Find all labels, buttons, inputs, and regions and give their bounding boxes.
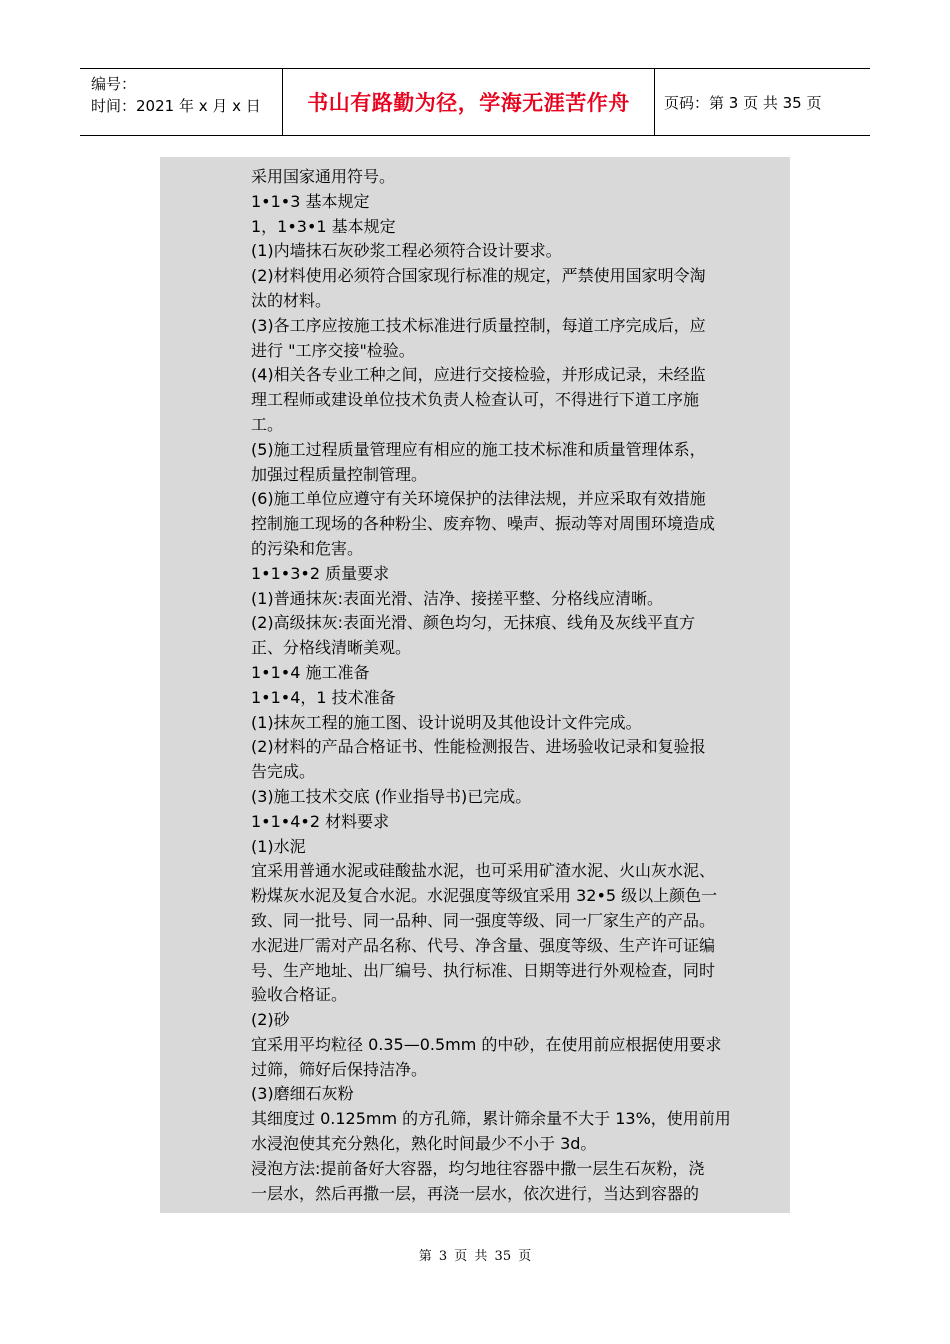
subsection-heading: 1，1•3•1 基本规定	[251, 216, 396, 236]
header-motto-cell	[283, 69, 655, 135]
body-line: (1)内墙抹石灰砂浆工程必须符合设计要求。	[251, 241, 562, 261]
body-line: 理工程师或建设单位技术负责人检查认可，不得进行下道工序施	[251, 390, 700, 410]
header-meta-cell	[80, 69, 283, 135]
page-footer	[0, 1245, 950, 1264]
document-date: 时间：2021 年 x 月 x 日	[91, 97, 261, 115]
body-line: 的污染和危害。	[251, 538, 364, 558]
section-heading: 1•1•4 施工准备	[251, 662, 370, 682]
body-line: 验收合格证。	[251, 985, 348, 1005]
subsection-heading: 1•1•3•2 质量要求	[251, 563, 390, 583]
body-line: 加强过程质量控制管理。	[251, 464, 428, 484]
body-line: 告完成。	[251, 762, 316, 782]
body-line: 水泥进厂需对产品名称、代号、净含量、强度等级、生产许可证编	[251, 935, 716, 955]
body-line: 控制施工现场的各种粉尘、废弃物、噪声、振动等对周围环境造成	[251, 514, 716, 534]
document-number-label: 编号：	[91, 75, 137, 93]
document-body	[160, 157, 790, 1213]
item-heading: (1)水泥	[251, 836, 306, 856]
body-line: (3)各工序应按施工技术标准进行质量控制，每道工序完成后，应	[251, 315, 706, 335]
item-heading: (2)砂	[251, 1010, 290, 1030]
body-line: (6)施工单位应遵守有关环境保护的法律法规，并应采取有效措施	[251, 489, 706, 509]
body-line: 号、生产地址、出厂编号、执行标准、日期等进行外观检查，同时	[251, 960, 716, 980]
header-page-code: 页码：第 3 页 共 35 页	[664, 93, 822, 112]
body-line: (4)相关各专业工种之间，应进行交接检验，并形成记录，未经监	[251, 365, 706, 385]
body-line: 进行 "工序交接"检验。	[251, 340, 415, 360]
body-line: (2)高级抹灰:表面光滑、颜色均匀，无抹痕、线角及灰线平直方	[251, 613, 696, 633]
body-line: 宜采用平均粒径 0.35—0.5mm 的中砂，在使用前应根据使用要求	[251, 1034, 722, 1054]
body-line: 宜采用普通水泥或硅酸盐水泥，也可采用矿渣水泥、火山灰水泥、	[251, 861, 716, 881]
body-line: 采用国家通用符号。	[251, 167, 396, 186]
subsection-heading: 1•1•4，1 技术准备	[251, 687, 396, 707]
page-header	[80, 68, 870, 136]
section-heading: 1•1•3 基本规定	[251, 191, 370, 211]
footer-page-number: 第 3 页 共 35 页	[418, 1249, 532, 1264]
body-line: 粉煤灰水泥及复合水泥。水泥强度等级宜采用 32•5 级以上颜色一	[251, 886, 718, 906]
subsection-heading: 1•1•4•2 材料要求	[251, 811, 390, 831]
body-line: (1)抹灰工程的施工图、设计说明及其他设计文件完成。	[251, 712, 642, 732]
body-line: (2)材料的产品合格证书、性能检测报告、进场验收记录和复验报	[251, 737, 706, 757]
body-line: 过筛，筛好后保持洁净。	[251, 1059, 428, 1079]
body-line: (2)材料使用必须符合国家现行标准的规定，严禁使用国家明令淘	[251, 266, 706, 286]
body-line: 汰的材料。	[251, 290, 332, 310]
body-line: 水浸泡使其充分熟化，熟化时间最少不小于 3d。	[251, 1134, 597, 1154]
body-line: 工。	[251, 414, 284, 434]
body-line: 其细度过 0.125mm 的方孔筛，累计筛余量不大于 13%，使用前用	[251, 1109, 731, 1129]
body-line: (5)施工过程质量管理应有相应的施工技术标准和质量管理体系，	[251, 439, 706, 459]
item-heading: (3)磨细石灰粉	[251, 1084, 354, 1104]
body-line: 正、分格线清晰美观。	[251, 638, 412, 658]
body-line: (3)施工技术交底 (作业指导书)已完成。	[251, 786, 532, 806]
body-line: 致、同一批号、同一品种、同一强度等级、同一厂家生产的产品。	[251, 910, 716, 930]
body-line: 一层水，然后再撒一层，再浇一层水，依次进行，当达到容器的	[251, 1183, 700, 1203]
header-motto: 书山有路勤为径，学海无涯苦作舟	[307, 90, 630, 115]
body-line: 浸泡方法:提前备好大容器，均匀地往容器中撒一层生石灰粉，浇	[251, 1158, 705, 1178]
body-line: (1)普通抹灰:表面光滑、洁净、接搓平整、分格线应清晰。	[251, 588, 664, 608]
header-page-cell	[655, 69, 870, 135]
